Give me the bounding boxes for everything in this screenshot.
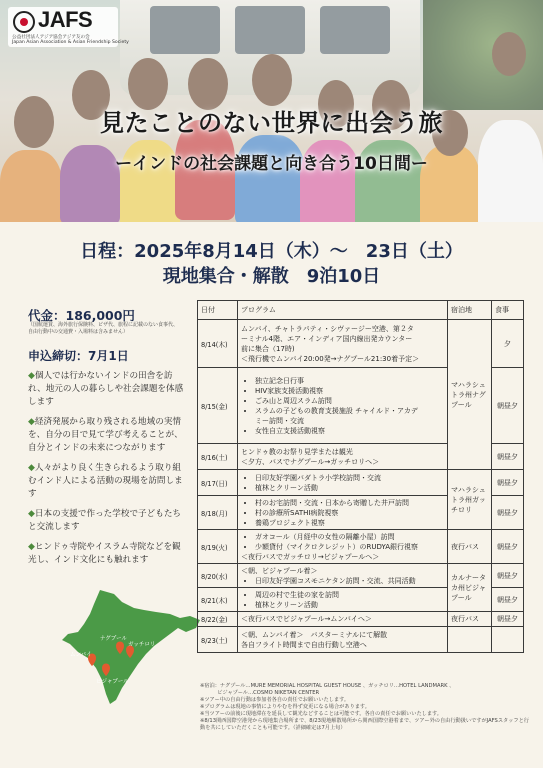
tour-meeting: 現地集合・解散 9泊10日 (162, 266, 381, 287)
table-row (198, 530, 524, 564)
row-program: ムンバイ、チャトラパティ・シヴァージー空港、第２タ ーミナル4階、エア・インディア国内線出発カウンター 前に集合（17時) ＜飛行機でムンバイ20:00発→ナグプール21:30着予定＞ (238, 320, 448, 368)
label-mumbai: ムンバイ (70, 652, 92, 658)
jafs-emblem-icon (13, 11, 35, 33)
row-program: ＜朝、ムンバイ着＞ バスターミナルにて解散 各自フライト時間まで自由行動し空港へ (238, 627, 448, 653)
label-bijapur: ビジャプール (96, 679, 129, 685)
price: 代金：186,000円 (28, 308, 135, 323)
row-program: ヒンドゥ教のお祭り見学または観光 ＜夕方、バスでナグプール→ガッチロリへ＞ (238, 444, 448, 470)
row-meal: 朝昼夕 (492, 588, 524, 612)
row-meal: 朝昼夕 (492, 368, 524, 444)
label-nagpur: ナグプール (100, 636, 128, 642)
logo-sub-en: Japan Asian Association & Asian Friendship Society (12, 40, 129, 45)
row-date: 8/16(土) (198, 444, 238, 470)
row-program: • 日印友好学園バダトラ小学校訪問・交流 • 植林とクリーン活動 (238, 470, 448, 496)
row-date: 8/14(木) (198, 320, 238, 368)
footnote: ※プログラムは現地の事情によりやむを得ず変更になる場合があります。 (200, 704, 370, 710)
row-date: 8/21(木) (198, 588, 238, 612)
footnote: ※当ツアーの前後に現地滞在を延長して観光などすることは可能です。各自の責任でお願いいたします。 (200, 711, 442, 717)
list-item: ◆人々がより良く生きられるよう取り組むインド人による活動の現場を訪問します (28, 463, 183, 499)
row-date: 8/18(月) (198, 496, 238, 530)
page-subtitle: ーインドの社会課題と向き合う10日間ー (115, 154, 428, 174)
row-date: 8/17(日) (198, 470, 238, 496)
row-date: 8/22(金) (198, 612, 238, 627)
row-date: 8/20(水) (198, 564, 238, 588)
header-date: 日付 (198, 301, 238, 320)
diamond-bullet-icon: ◆ (28, 417, 35, 427)
footnote: ビジャプール…COSMO NIKETAN CENTER (200, 690, 320, 696)
row-meal: 夕 (492, 320, 524, 368)
diamond-bullet-icon: ◆ (28, 463, 35, 473)
row-program: ＜朝、ビジャプール着＞ • 日印友好学園コスモニケタン訪問・交流、共同活動 (238, 564, 448, 588)
diamond-bullet-icon: ◆ (28, 371, 35, 381)
footnote: ※ツアー中の自由行動は参加者各自の責任でお願いいたします。 (200, 697, 350, 703)
row-meal (492, 627, 524, 653)
logo-name: JAFS (38, 7, 93, 32)
page-title: 見たことのない世界に出会う旅 (100, 109, 443, 137)
row-date: 8/19(火) (198, 530, 238, 564)
row-program: • ガオコール（月経中の女性の隔離小屋）訪問 • 少額貸付（マイクロクレジット）のRUDYA銀行視察 ＜夜行バスでガッチロリ→ビジャプールへ＞ (238, 530, 448, 564)
header-meal: 食事 (492, 301, 524, 320)
row-stay: マハラシュトラ州ガッチロリ (448, 470, 492, 530)
logo-sub-ja: 公益社団法人アジア協会アジア友の会 (12, 35, 90, 40)
table-row (198, 470, 524, 496)
row-meal: 朝昼夕 (492, 612, 524, 627)
header-stay: 宿泊地 (448, 301, 492, 320)
list-item: ◆ヒンドゥ寺院やイスラム寺院などを観光し、インド文化にも触れます (28, 542, 181, 565)
footnote: ※宿泊：ナグプール…MURE MEMORIAL HOSPITAL GUEST HOUSE 、ガッチロリ…HOTEL LANDMARK 、 (200, 683, 455, 689)
application-deadline: 申込締切：7月1日 (28, 349, 129, 363)
table-row (198, 320, 524, 368)
footnote: ※8/13関西国際空港発から現地集合場所まで、8/23現地解散場所から関西国際空港着まで、ツアー外の自由行動扱いですがJAFSスタッフと行動を共にしていただくことも可能です。（詳細確定は7月上旬） (200, 718, 529, 731)
row-meal: 朝昼夕 (492, 496, 524, 530)
diamond-bullet-icon: ◆ (28, 542, 35, 552)
row-meal: 朝昼夕 (492, 530, 524, 564)
india-map (30, 588, 205, 708)
row-date: 8/23(土) (198, 627, 238, 653)
row-meal: 朝昼夕 (492, 444, 524, 470)
row-program: ＜夜行バスでビジャプール→ムンバイへ＞ (238, 612, 448, 627)
row-stay (448, 627, 492, 653)
list-item: ◆日本の支援で作った学校で子どもたちと交流します (28, 509, 182, 532)
header-program: プログラム (238, 301, 448, 320)
footnotes (200, 683, 530, 732)
price-note: （国航運賃、海外旅行保険料、ビザ代、旅程に記載のない食事代、 自由行動中の交通費・入場料は含みません） (28, 322, 179, 335)
row-program: • 周辺の村で生徒の家を訪問 • 植林とクリーン活動 (238, 588, 448, 612)
table-row (198, 564, 524, 588)
highlight-list (28, 370, 188, 574)
row-program: • 独立記念日行事 • HIV家族支援活動視察 • ごみ山と周辺スラム訪問 • スラムの子どもの教育支援施設 チャイルド・アカデ ミー訪問・交流 • 女性自立支援活動視察 (238, 368, 448, 444)
hero-photo (0, 0, 543, 222)
diamond-bullet-icon: ◆ (28, 509, 35, 519)
row-stay: 夜行バス (448, 612, 492, 627)
row-stay: 夜行バス (448, 530, 492, 564)
row-program: • 村のお宅訪問・交流・日本から寄贈した井戸訪問 • 村の診療所SATHI病院視察 • 養鶏プロジェクト視察 (238, 496, 448, 530)
row-stay: マハラシュトラ州ナグプール (448, 320, 492, 470)
label-gachiroli: ガッチロリ (128, 642, 156, 648)
table-row (198, 627, 524, 653)
row-stay: カルナータカ州ビジャプール (448, 564, 492, 612)
jafs-logo (8, 7, 129, 47)
itinerary-table (197, 300, 524, 653)
row-date: 8/15(金) (198, 368, 238, 444)
list-item: ◆個人では行かないインドの田舎を訪れ、地元の人の暮らしや社会課題を体感します (28, 371, 184, 407)
table-header-row (198, 301, 524, 320)
tour-dates: 日程：2025年8月14日（木）～ 23日（土） (80, 241, 463, 262)
row-meal: 朝昼夕 (492, 564, 524, 588)
row-meal: 朝昼夕 (492, 470, 524, 496)
list-item: ◆経済発展から取り残される地域の実情を、自分の目で見て学び考えることが、自分とインドの未来につながります (28, 417, 183, 453)
table-row (198, 612, 524, 627)
